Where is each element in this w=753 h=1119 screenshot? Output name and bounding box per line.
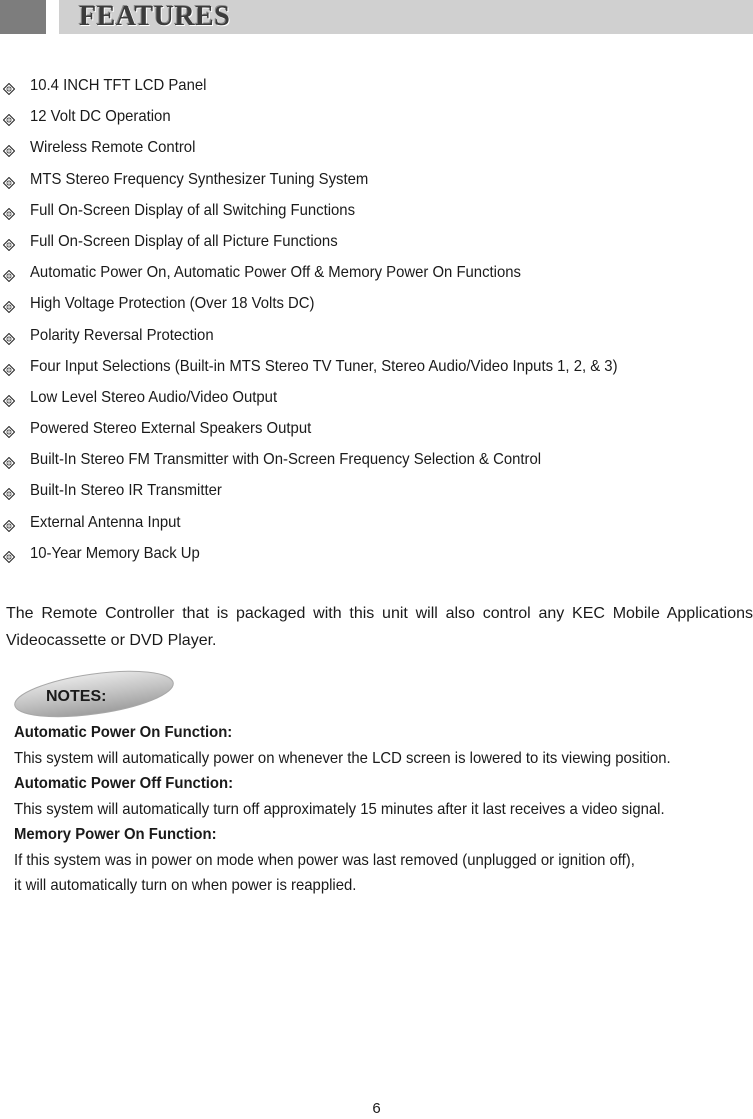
feature-text: MTS Stereo Frequency Synthesizer Tuning System	[30, 170, 369, 188]
feature-text: External Antenna Input	[30, 513, 181, 531]
diamond-bullet-icon	[3, 487, 15, 499]
feature-text: 12 Volt DC Operation	[30, 108, 171, 126]
notes-section	[14, 720, 720, 899]
auto-on-heading: Automatic Power On Function:	[14, 724, 233, 741]
diamond-bullet-icon	[3, 394, 15, 406]
auto-off-heading: Automatic Power Off Function:	[14, 775, 234, 792]
feature-text: Full On-Screen Display of all Picture Functions	[30, 232, 338, 250]
diamond-bullet-icon	[3, 300, 15, 312]
diamond-bullet-icon	[3, 550, 15, 562]
memory-text-line-1: If this system was in power on mode when power was last removed (unplugged or ignition off),	[14, 851, 635, 869]
feature-text: Built-In Stereo IR Transmitter	[30, 482, 222, 500]
feature-text: Full On-Screen Display of all Switching Functions	[30, 201, 356, 219]
feature-text: 10-Year Memory Back Up	[30, 544, 200, 562]
feature-text: Automatic Power On, Automatic Power Off & Memory Power On Functions	[30, 264, 521, 282]
diamond-bullet-icon	[3, 456, 15, 468]
diamond-bullet-icon	[3, 207, 15, 219]
diamond-bullet-icon	[3, 519, 15, 531]
memory-heading: Memory Power On Function:	[14, 826, 217, 843]
notes-label: NOTES:	[46, 688, 107, 705]
header-bar	[59, 0, 753, 34]
header-accent-block	[0, 0, 46, 34]
diamond-bullet-icon	[3, 425, 15, 437]
diamond-bullet-icon	[3, 113, 15, 125]
memory-text-line-2: it will automatically turn on when power is reapplied.	[14, 877, 357, 894]
feature-text: Four Input Selections (Built-in MTS Stereo TV Tuner, Stereo Audio/Video Inputs 1, 2, & 3)	[30, 357, 618, 375]
page-number: 6	[372, 1100, 381, 1117]
diamond-bullet-icon	[3, 82, 15, 94]
intro-paragraph: The Remote Controller that is packaged with this unit will also control any KEC Mobile Applications Videocassette or DVD Player.	[6, 605, 753, 649]
page-title: FEATURES	[79, 1, 231, 32]
auto-on-text: This system will automatically power on whenever the LCD screen is lowered to its viewing position.	[14, 749, 671, 767]
auto-off-text: This system will automatically turn off approximately 15 minutes after it last receives a video signal.	[14, 800, 665, 818]
diamond-bullet-icon	[3, 238, 15, 250]
diamond-bullet-icon	[3, 363, 15, 375]
feature-text: 10.4 INCH TFT LCD Panel	[30, 77, 207, 94]
feature-text: Built-In Stereo FM Transmitter with On-Screen Frequency Selection & Control	[30, 451, 542, 469]
diamond-bullet-icon	[3, 332, 15, 344]
diamond-bullet-icon	[3, 269, 15, 281]
feature-text: Wireless Remote Control	[30, 139, 196, 157]
feature-text: Low Level Stereo Audio/Video Output	[30, 388, 278, 406]
feature-text: High Voltage Protection (Over 18 Volts DC)	[30, 295, 315, 313]
feature-text: Polarity Reversal Protection	[30, 326, 214, 344]
diamond-bullet-icon	[3, 176, 15, 188]
diamond-bullet-icon	[3, 144, 15, 156]
feature-text: Powered Stereo External Speakers Output	[30, 420, 312, 438]
